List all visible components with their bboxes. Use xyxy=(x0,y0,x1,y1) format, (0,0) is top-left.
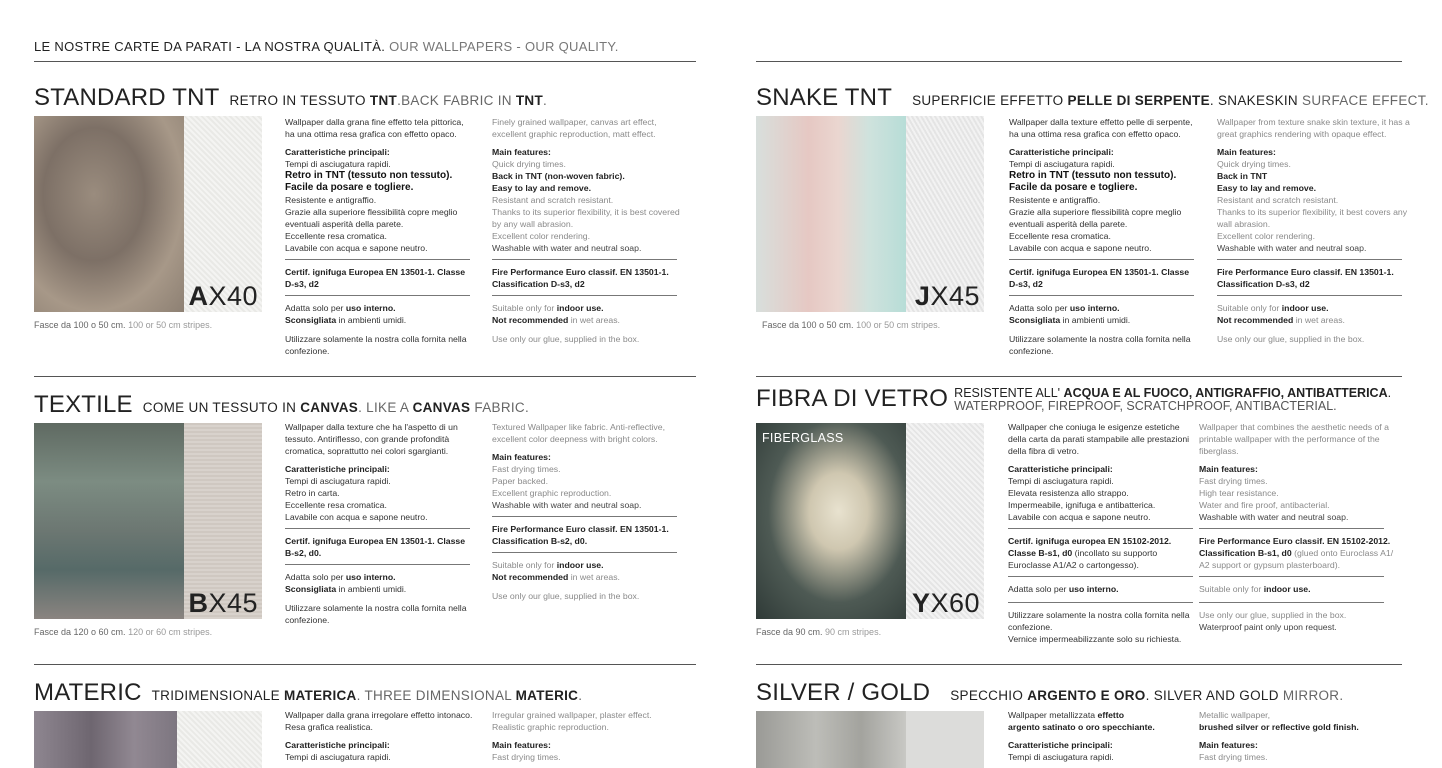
header-main: LE NOSTRE CARTE DA PARATI - LA NOSTRA QUALITÀ. xyxy=(34,39,386,54)
product-code: YX60 xyxy=(911,588,980,618)
section-materic xyxy=(34,679,698,768)
section-title: FIBRA DI VETRO RESISTENTE ALL' ACQUA E AL FUOCO, ANTIGRAFFIO, ANTIBATTERICA. WATERPROOF, FIREPROOF, SCRATCHPROOF, ANTIBACTERIAL. xyxy=(756,385,1392,413)
italian-column: Wallpaper dalla grana fine effetto tela pittorica, ha una ottima resa grafica con effetto opaco. Caratteristiche principali: Tempi di asciugatura rapidi. Retro in TNT (tessuto non tessuto). Facile da posare e togliere. Resistente e antigraffio. Grazie alla superiore flessibilità copre meglio eventuali asperità della parete. Eccellente resa cromatica. Lavabile con acqua e sapone neutro. Certif. ignifuga Europea EN 13501-1. Classe D-s3, d2 Adatta solo per uso interno. Sconsigliata in ambienti umidi. Utilizzare solamente la nostra colla fornita nella confezione. xyxy=(285,116,473,357)
fiberglass-badge: FIBERGLASS xyxy=(762,431,844,445)
product-image xyxy=(756,711,984,768)
section-rule xyxy=(756,664,1402,665)
product-image xyxy=(756,423,984,619)
italian-column: Wallpaper dalla texture che ha l'aspetto di un tessuto. Antiriflesso, con grande profondità cromatica, soprattutto nei colori sgargianti. Caratteristiche principali: Tempi di asciugatura rapidi. Retro in carta. Eccellente resa cromatica. Lavabile con acqua e sapone neutro. Certif. ignifuga Europea EN 13501-1. Classe B-s2, d0. Adatta solo per uso interno. Sconsigliata in ambienti umidi. Utilizzare solamente la nostra colla fornita nella confezione. xyxy=(285,421,473,626)
english-column: Wallpaper from texture snake skin texture, it has a great graphics rendering with opaque effect. Main features: Quick drying times. Back in TNT Easy to lay and remove. Resistant and scratch resistant. Thanks to its superior flexibility, it best covers any wall abrasion. Excellent color rendering. Washable with water and neutral soap. Fire Performance Euro classif. EN 13501-1. Classification D-s3, d2 Suitable only for indoor use. Not recommended in wet areas. Use only our glue, supplied in the box. xyxy=(1217,117,1410,344)
english-column: Finely grained wallpaper, canvas art effect, excellent graphic reproduction, matt effect. Main features: Quick drying times. Back in TNT (non-woven fabric). Easy to lay and remove. Resistant and scratch resistant. Thanks to its superior flexibility, it is best covered by any wall abrasion. Excellent color rendering. Washable with water and neutral soap. Fire Performance Euro classif. EN 13501-1. Classification D-s3, d2 Suitable only for indoor use. Not recommended in wet areas. Use only our glue, supplied in the box. xyxy=(492,117,680,344)
italian-column: Wallpaper dalla grana irregolare effetto intonaco. Resa grafica realistica. Caratteristiche principali: Tempi di asciugatura rapidi. xyxy=(285,710,473,762)
section-snake-tnt xyxy=(756,84,1429,374)
page-header xyxy=(34,39,619,54)
product-code: BX45 xyxy=(188,588,258,618)
section-standard-tnt xyxy=(34,84,698,374)
section-title: TEXTILE COME UN TESSUTO IN CANVAS. LIKE A CANVAS FABRIC. xyxy=(34,391,530,418)
section-title: STANDARD TNT RETRO IN TESSUTO TNT.BACK FABRIC IN TNT. xyxy=(34,84,548,111)
stripe-caption: Fasce da 100 o 50 cm. 100 or 50 cm stripes. xyxy=(34,320,213,330)
section-title: SILVER / GOLD SPECCHIO ARGENTO E ORO. SILVER AND GOLD MIRROR. xyxy=(756,679,1344,706)
english-column: Irregular grained wallpaper, plaster effect. Realistic graphic reproduction. Main features: Fast drying times. xyxy=(492,710,652,762)
stripe-caption: Fasce da 120 o 60 cm. 120 or 60 cm stripes. xyxy=(34,627,213,637)
italian-column: Wallpaper metallizzata effetto argento satinato o oro specchiante. Caratteristiche principali: Tempi di asciugatura rapidi. xyxy=(1008,710,1155,762)
stripe-caption: Fasce da 100 o 50 cm. 100 or 50 cm stripes. xyxy=(762,320,941,330)
section-rule xyxy=(34,664,696,665)
english-column: Textured Wallpaper like fabric. Anti-reflective, excellent color deepness with bright colors. Main features: Fast drying times. Paper backed. Excellent graphic reproduction. Washable with water and neutral soap. Fire Performance Euro classif. EN 13501-1. Classification B-s2, d0. Suitable only for indoor use. Not recommended in wet areas. Use only our glue, supplied in the box. xyxy=(492,421,680,602)
section-rule xyxy=(34,376,696,377)
product-code: AX40 xyxy=(188,281,258,311)
product-image xyxy=(756,116,984,312)
header-sub: OUR WALLPAPERS - OUR QUALITY. xyxy=(389,39,619,54)
header-rule-right xyxy=(756,61,1402,62)
section-fiberglass xyxy=(756,385,1420,660)
product-code: JX45 xyxy=(914,281,980,311)
product-image xyxy=(34,116,262,312)
section-rule xyxy=(756,376,1402,377)
stripe-caption: Fasce da 90 cm. 90 cm stripes. xyxy=(756,627,882,637)
english-column: Metallic wallpaper, brushed silver or reflective gold finish. Main features: Fast drying times. xyxy=(1199,710,1359,762)
section-textile xyxy=(34,391,698,661)
english-column: Wallpaper that combines the aesthetic needs of a printable wallpaper with the performance of the fiberglass. Main features: Fast drying times. High tear resistance. Water and fire proof, antibacterial. Washable with water and neutral soap. Fire Performance Euro classif. EN 15102-2012. Classification B-s1, d0 (glued onto Euroclass A1/ A2 support or gypsum plasterboard). Suitable only for indoor use. Use only our glue, supplied in the box. Waterproof paint only upon request. xyxy=(1199,422,1394,632)
section-title: MATERIC TRIDIMENSIONALE MATERICA. THREE DIMENSIONAL MATERIC. xyxy=(34,679,583,706)
section-silver-gold xyxy=(756,679,1420,768)
italian-column: Wallpaper dalla texture effetto pelle di serpente, ha una ottima resa grafica con effetto opaco. Caratteristiche principali: Tempi di asciugatura rapidi. Retro in TNT (tessuto non tessuto). Facile da posare e togliere. Resistente e antigraffio. Grazie alla superiore flessibilità copre meglio eventuali asperità della parete. Eccellente resa cromatica. Lavabile con acqua e sapone neutro. Certif. ignifuga Europea EN 13501-1. Classe D-s3, d2 Adatta solo per uso interno. Sconsigliata in ambienti umidi. Utilizzare solamente la nostra colla fornita nella confezione. xyxy=(1009,117,1193,356)
product-image xyxy=(34,711,262,768)
header-rule-left xyxy=(34,61,696,62)
product-image xyxy=(34,423,262,619)
italian-column: Wallpaper che coniuga le esigenze estetiche della carta da parati stampabile alle prestazioni della fibra di vetro. Caratteristiche principali: Tempi di asciugatura rapidi. Elevata resistenza allo strappo. Impermeabile, ignifuga e antibatterica. Lavabile con acqua e sapone neutro. Certif. ignifuga europea EN 15102-2012. Classe B-s1, d0 (incollato su supporto Euroclasse A1/A2 o cartongesso). Adatta solo per uso interno. Utilizzare solamente la nostra colla fornita nella confezione. Vernice impermeabilizzante solo su richiesta. xyxy=(1008,421,1196,645)
section-title: SNAKE TNT SUPERFICIE EFFETTO PELLE DI SERPENTE. SNAKESKIN SURFACE EFFECT. xyxy=(756,84,1429,111)
